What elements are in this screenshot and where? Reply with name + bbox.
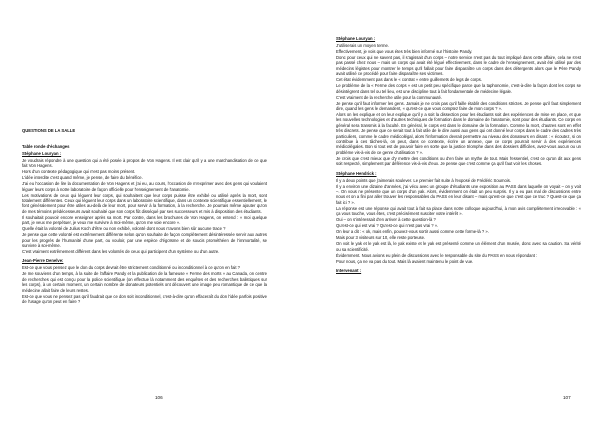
paragraph: Quelle était la volonté de Julius Koch d'être ou non exhibé, volonté dont nous n'avons bien sûr aucune trace ? xyxy=(22,226,226,232)
section-subtitle: Table ronde d'échanges xyxy=(22,143,70,149)
left-page-text xyxy=(22,128,267,305)
speaker-name: Stéphane Hendrick : xyxy=(336,170,377,176)
paragraph: Il y a deux points que j'aimerais soulever. Le premier fait suite à l'exposé de Frédéric Soumois. xyxy=(336,177,512,183)
paragraph: Je crois que c'est mieux que d'y mettre des conditions ou d'en faire un mythe de tout. Mais l'essentiel, c'est ce qu'on dit aux gens soit respecté, simplement par déférence vis-à-vis d'eux. Je pense que c'est comme ça qu'il faut voir les choses. xyxy=(336,155,581,167)
right-page xyxy=(300,0,600,424)
paragraph: Effectivement, je vois que vous étes très bien informé sur l'histoire Pandy. xyxy=(336,48,473,54)
paragraph: Oui – on s'intéressait d'en arriver à cette question-là ? xyxy=(336,217,436,223)
paragraph: Mais pour 3 visiteurs sur 10, elle reste porteuse. xyxy=(336,235,426,241)
paragraph: Est-ce que vous pensez que le don du corps devrait être strictement conditionné ou inconditionnel à ce qu'on en fait ? xyxy=(22,265,240,271)
paragraph: On leur a dit : « ok, mais enfin, pouvez-vous sortir aussi comme cette forme-là ? ». xyxy=(336,229,489,235)
paragraph: Donc pour ceux qui ne savent pas, il s'agissait d'un corps – notre service n'est pas du tout impliqué dans cette affaire, cela ne s'est pas passé chez nous – mais un corps qui avait été légué effectivement, dans le cadre de l'enseignement, avait été utilisé par des médecins légistes pour montrer le temps qu'il fallait pour faire disparaître un corps dans des détergents alors que le Père Pandy avait utilisé ce procédé pour faire disparaître ses victimes. xyxy=(336,54,581,77)
paragraph: Les motivations de ceux qui léguent leur corps, qui souhaitent que leur corps puisse être exhibé ou utilisé après la mort, sont totalement différentes. Ceux qui lèguent leur corps dans un laboratoire scientifique, dans un contexte scientifique essentiellement, le font généralement pour être utiles au-delà de leur mort, pour servir à la formation, à la recherche. Je pourrais même ajouter qu'on de mes témoins prédécesseurs avait souhaité que son corps fût disséqué par ses successeurs et mis à disposition des étudiants. xyxy=(22,192,267,214)
speaker-name: Stéphane Louryan : xyxy=(336,36,376,41)
spacer xyxy=(22,135,267,140)
section-title: QUESTIONS DE LA SALLE xyxy=(22,128,76,133)
paragraph: Je pense que cette volonté est extrêmement différente selon qu'on souhaite de façon complètement désintéressée servir aux autres pour les progrès de l'humanité d'une part, ou vouloir, par une espèce d'égoïsme et de soucis prométhéen de l'immortalité, se survivre à soi-même. xyxy=(22,232,267,248)
paragraph: Je me souviens d'un temps, à la suite de l'affaire Pandy et la publication de la fameuse « Ferme des morts » au Canada, on centre de recherches qui est conçu pour la police scientifique (on effectue là notamment des enquêtes et des recherches balistiques sur les corps), à un certain moment, un certain nombre de donateurs potentiels ont découvert une image peu romantique de ce que la médecine allait faire de leurs restes. xyxy=(22,271,267,293)
paragraph: Cet état évidemment pas dans le « contrat » entre guillemets de legs de corps. xyxy=(336,77,482,83)
speaker-name: Intervenant : xyxy=(336,267,362,273)
paragraph: On voit le yak et le yak est là, le yak existe et le yak est présenté comme un élément d'un musée, donc avec sa caution. Sa vérité ou sa scientificité. xyxy=(336,241,581,252)
paragraph: Il souhaitait pouvoir encore enseigner après sa mort. Par contre, dans les brochures de Von Hagens, on entend : « moi quelque part, je veux me perpétuer, je veux me survivre à moi-même, qu'on me voie encore ». xyxy=(22,214,267,226)
paragraph: Alors on les explique et on leur explique qu'il y a soit la dissection pour les étudiants soit des expériences de mise en place, et que les nouvelles technologies et d'autres techniques de formation dans le domaine de l'anatomie, sont pour des étudiants. Ce corps en général sera transmis à la faculté. En général, le corps est dans le domaine de la formation. Comme la mort, d'autres sont en effet très discrets. Je pense que ce serait tout à fait utile de le dire aussi aux gens qui ont donné leur corps dans le cadre des cadres très particuliers, comme le cadre médicolégal, alors l'information devrait permettre au niveau des donateurs en disant : « écoutez, si on contribue à ces tâches-là, on peut, dans ce contexte, écrire un annexe, que ce corps pourrait servir à des expériences médicolégales. Bon si tout est de pouvoir faire en sorte que la justice triomphe dans des dossiers difficiles, avez-vous aucun ou un problème vis-à-vis de ce genre d'utilisation ? ». xyxy=(336,111,581,155)
paragraph: C'est vraiment de la recherche utile pour la communauté. xyxy=(336,94,443,100)
paragraph: Qu'est-ce qui est vrai ? Qu'est-ce qui n'est pas vrai ? ». xyxy=(336,223,439,229)
paragraph: Hors d'un contexte pédagogique qui n'est pas moins présent. xyxy=(22,169,136,175)
paragraph: Je voudrais répondre à une question qui a été posée à propos de Von Hagens. Il est clair qu'il y a une marchandisation de ce que fait Von Hagens. xyxy=(22,157,267,169)
paragraph: Pour nous, ça ne va pas du tout. Mais là avaient maintenu le point de vue. xyxy=(336,258,474,264)
paragraph: J'utiliserais un moyen terme. xyxy=(336,42,389,48)
paragraph: Je pense qu'il faut informer les gens. Jamais je ne crois pas qu'il faille établir des conditions strictes. Je pense qu'il faut simplement dire, quand les gens le demandent, « qu'est-ce que vous comptez faire de mon corps ? ». xyxy=(336,100,581,111)
speaker-name: Stéphane Louryan : xyxy=(22,150,62,156)
right-page-text xyxy=(336,36,581,275)
page-number-right: 107 xyxy=(563,395,571,400)
paragraph: C'est vraiment extrêmement différent dans les volontés de ceux qui participent d'un système ou d'un autre. xyxy=(22,248,220,254)
paragraph: Il y a environ une dizaine d'années, j'ai vécu avec un groupe d'étudiants une exposition au PASS dans laquelle on voyait – on y voit –. On vous ne présente que un corps d'un yak. Alors, évidemment on était un peu surpris. Il y a eu pas mal de discussions entre nous et on a fini par aller trouver les responsables du PASS en leur disant – mais qu'est-ce que c'est que ce truc ? Quest-ce que ça fait ici ? ». xyxy=(336,183,581,205)
right-blocks xyxy=(336,36,581,273)
page-number-left: 106 xyxy=(155,395,163,400)
paragraph: L'idée interdite c'est quand même, je pense, de faire du bénéfice. xyxy=(22,175,143,181)
paragraph: Est-ce que vous ne pensez pas qu'il faudrait que ce don soit inconditionnel, c'est-à-dire qu'on effaceraît du don l'idée parfois positive de l'usage qu'on peut en faire ? xyxy=(22,293,267,304)
paragraph: J'ai eu l'occasion de lire la documentation de Von Hagens et j'ai eu, au cours, l'occasion de m'exprimer avec des gens qui voulaient léguer leurs corps à notre laboratoire de façon officielle pour l'enseignement de l'anatomie. xyxy=(22,181,267,192)
paragraph: Le problème de la « Ferme des corps » est un petit peu spécifique parce que la taphonomie, c'est-à-dire la façon dont les corps se désintègrent dans tel ou tel lieu, est une discipline tout à fait fondamentale de médecine légale. xyxy=(336,83,581,94)
paragraph: La réponse est une réponse qui avait tout à fait sa place dans notre colloque aujourd'hui, à mon avis complètement irrecevable : « ça vous touche, vous êtes, c'est précisément susciter votre intérêt ». xyxy=(336,205,581,217)
speaker-name: Jean-Pierre Denelve: xyxy=(22,258,64,264)
left-blocks xyxy=(22,151,267,305)
paragraph: Évidemment. Nous avions eu plein de discussions avec le responsable du site du PASS en nous répondant : xyxy=(336,252,538,258)
